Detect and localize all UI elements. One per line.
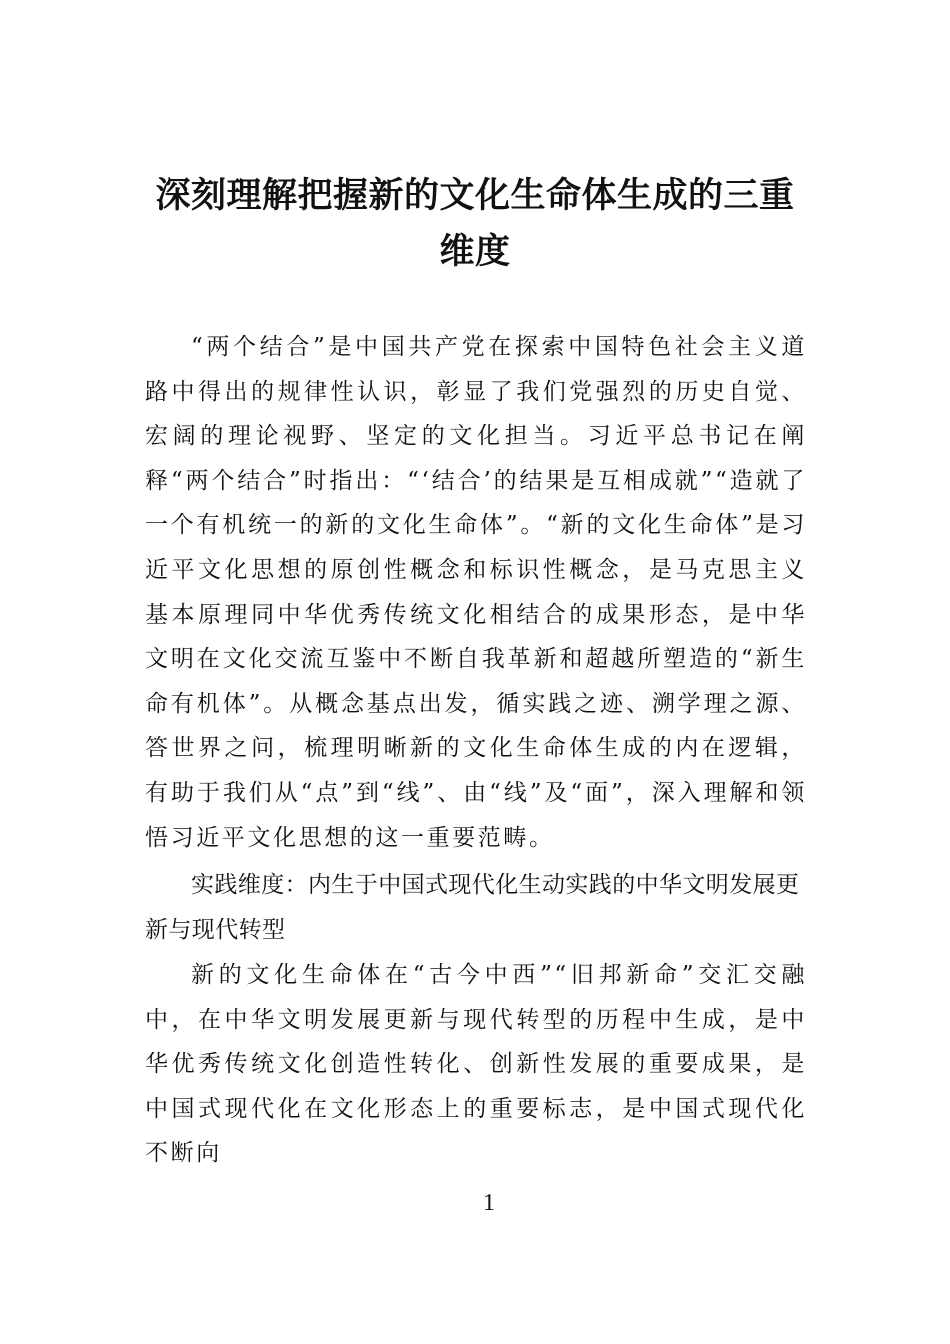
section-heading: 实践维度：内生于中国式现代化生动实践的中华文明发展更新与现代转型 <box>145 872 800 943</box>
document-title: 深刻理解把握新的文化生命体生成的三重维度 <box>155 175 795 272</box>
section-paragraph: 新的文化生命体在“古今中西”“旧邦新命”交汇交融中，在中华文明发展更新与现代转型的历程中生成，是中华优秀传统文化创造性转化、创新性发展的重要成果，是中国式现代化在文化形态上的重要标志，是中国式现代化不断向 <box>145 962 807 1167</box>
intro-paragraph: “两个结合”是中国共产党在探索中国特色社会主义道路中得出的规律性认识，彰显了我们党强烈的历史自觉、宏阔的理论视野、坚定的文化担当。习近平总书记在阐释“两个结合”时指出：“‘结合’的结果是互相成就”“造就了一个有机统一的新的文化生命体”。“新的文化生命体”是习近平文化思想的原创性概念和标识性概念，是马克思主义基本原理同中华优秀传统文化相结合的成果形态，是中华文明在文化交流互鉴中不断自我革新和超越所塑造的“新生命有机体”。从概念基点出发，循实践之迹、溯学理之源、答世界之问，梳理明晰新的文化生命体生成的内在逻辑，有助于我们从“点”到“线”、由“线”及“面”，深入理解和领悟习近平文化思想的这一重要范畴。 <box>145 334 807 851</box>
page-number: 1 <box>483 1190 495 1216</box>
